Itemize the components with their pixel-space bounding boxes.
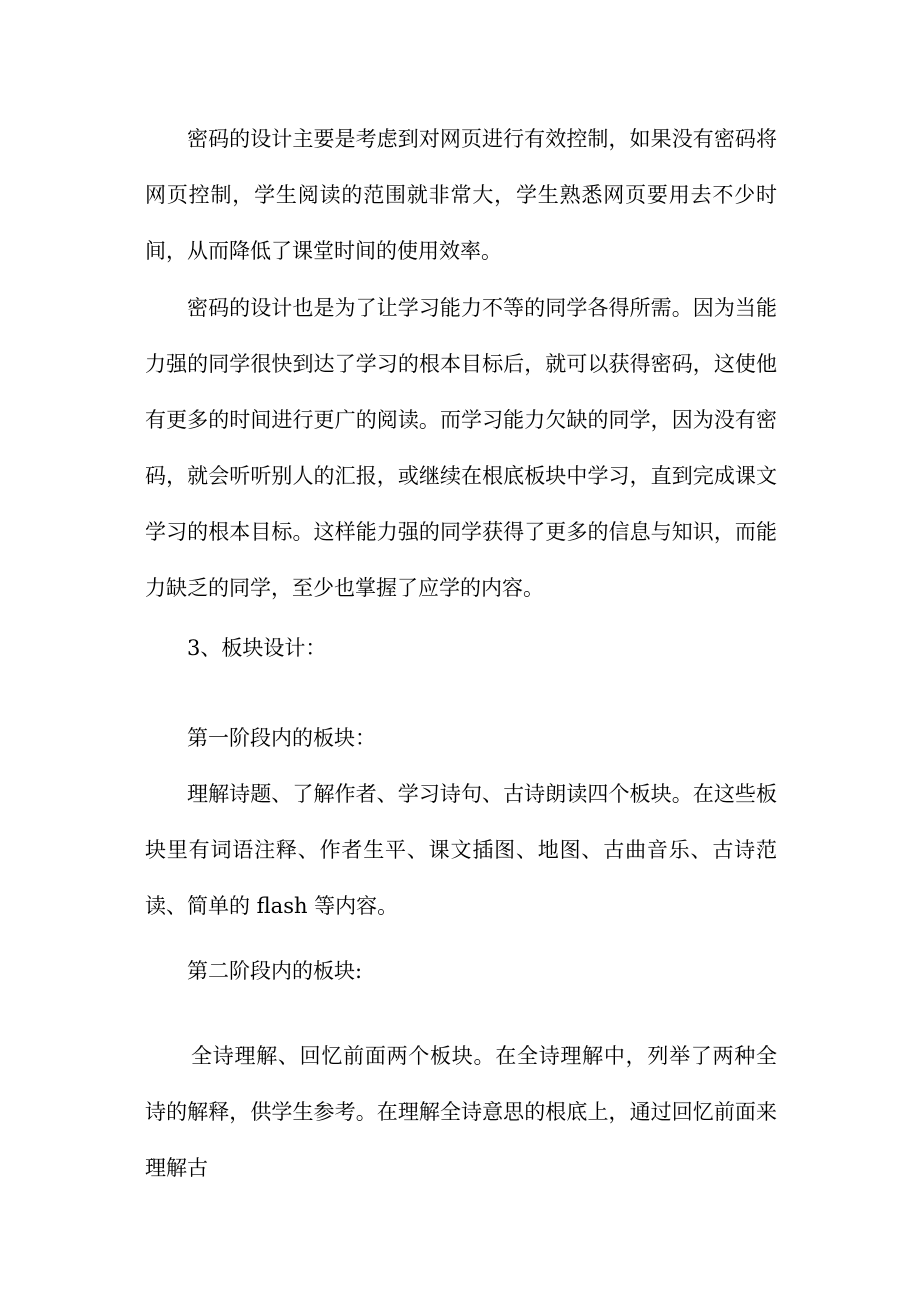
paragraph-stage-one-content: 理解诗题、了解作者、学习诗句、古诗朗读四个板块。在这些板块里有词语注释、作者生平、课文插图、地图、古曲音乐、古诗范读、简单的 flash 等内容。 xyxy=(145,782,777,918)
subheading-stage-one-blocks: 第一阶段内的板块： xyxy=(187,726,376,750)
subheading-stage-two-blocks: 第二阶段内的板块: xyxy=(187,959,363,983)
paragraph-stage-two-content: 全诗理解、回忆前面两个板块。在全诗理解中，列举了两种全诗的解释，供学生参考。在理解全诗意思的根底上，通过回忆前面来理解古 xyxy=(145,1044,777,1180)
paragraph-password-control: 密码的设计主要是考虑到对网页进行有效控制，如果没有密码将网页控制，学生阅读的范围就非常大，学生熟悉网页要用去不少时间，从而降低了课堂时间的使用效率。 xyxy=(145,127,777,263)
section-heading-block-design: 3、板块设计： xyxy=(187,636,327,660)
paragraph-password-ability: 密码的设计也是为了让学习能力不等的同学各得所需。因为当能力强的同学很快到达了学习的根本目标后，就可以获得密码，这使他有更多的时间进行更广的阅读。而学习能力欠缺的同学，因为没有密码，就会听听别人的汇报，或继续在根底板块中学习，直到完成课文学习的根本目标。这样能力强的同学获得了更多的信息与知识，而能力缺乏的同学，至少也掌握了应学的内容。 xyxy=(145,296,777,600)
